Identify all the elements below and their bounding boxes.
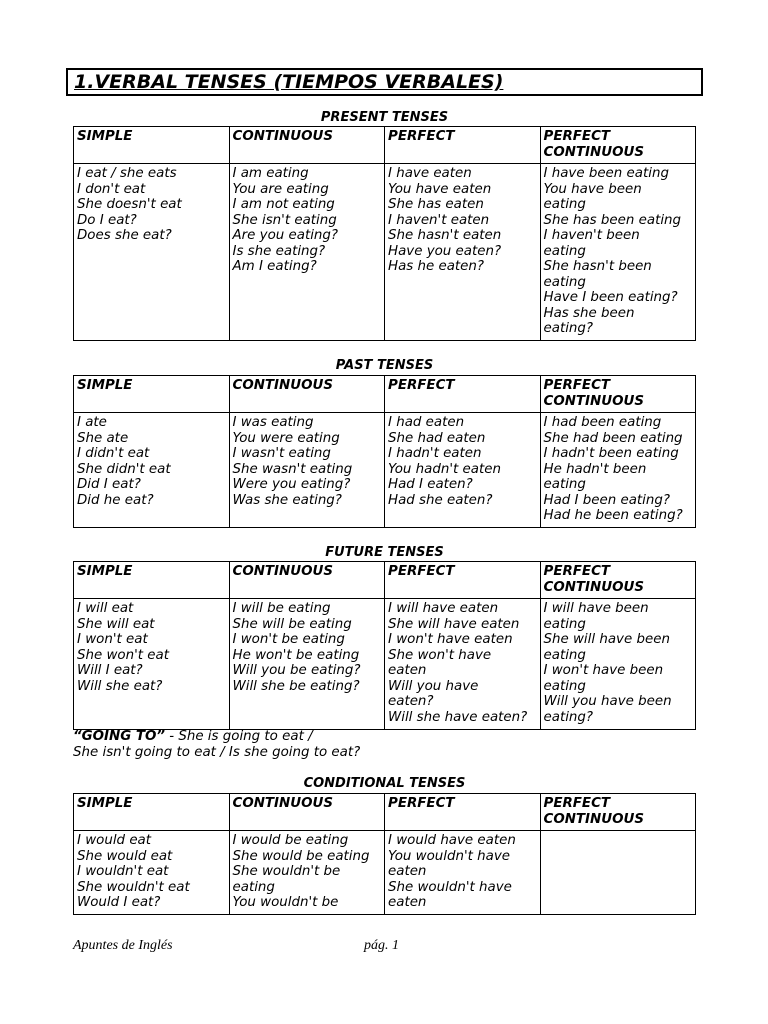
cell-perfect-continuous (540, 599, 696, 730)
past-tenses-table (73, 375, 696, 528)
tense-example-line: I will have eaten (388, 601, 499, 616)
tense-example-line: I won't have eaten (388, 632, 513, 647)
tense-example-line: Would I eat? (77, 895, 161, 910)
column-header-perfect: PERFECT (385, 376, 541, 413)
tense-example-line: Had I eaten? (388, 477, 473, 492)
tense-example-line: Had I been eating? (543, 492, 670, 508)
tense-example-line: I have been eating (543, 166, 669, 181)
tense-example-line: She wouldn't have (388, 879, 512, 895)
column-header-continuous: CONTINUOUS (229, 127, 385, 164)
tense-example-line: eating (232, 879, 275, 895)
future-tenses-heading: FUTURE TENSES (325, 545, 444, 560)
cell-continuous (229, 413, 385, 528)
tense-example-line: eaten (388, 864, 427, 879)
tense-example-line: She had eaten (388, 430, 486, 446)
tense-example-line: I didn't eat (77, 446, 150, 461)
tense-example-line: Will you have been (543, 694, 672, 709)
tense-example-line: You hadn't eaten (388, 461, 501, 477)
tense-example-line: I had eaten (388, 415, 465, 430)
tense-example-line: She will have eaten (388, 616, 520, 632)
tense-example-line: Are you eating? (232, 228, 339, 243)
tense-example-line: I would be eating (232, 833, 349, 848)
tense-example-line: eating (543, 678, 586, 694)
tense-example-line: eating (543, 243, 586, 259)
tense-example-line: She will eat (77, 616, 155, 632)
tense-example-line: Do I eat? (77, 212, 137, 228)
tense-example-line: Will she eat? (77, 678, 163, 694)
tense-example-line: eaten (388, 663, 427, 678)
tense-example-line: Did I eat? (77, 477, 141, 492)
tense-example-line: You have eaten (388, 181, 492, 197)
tense-example-line: She will have been (543, 632, 670, 647)
column-header-continuous: CONTINUOUS (229, 794, 385, 831)
tense-example-line: She has been eating (543, 212, 682, 228)
tense-example-line: Will she have eaten? (388, 709, 528, 725)
column-header-simple: SIMPLE (74, 127, 230, 164)
tense-example-line: I would eat (77, 833, 152, 848)
tense-example-line: eating (543, 616, 586, 632)
column-header-perfect-continuous: PERFECT CONTINUOUS (540, 376, 696, 413)
column-header-continuous: CONTINUOUS (229, 562, 385, 599)
tense-example-line: She didn't eat (77, 461, 171, 477)
column-header-perfect: PERFECT (385, 127, 541, 164)
tense-example-line: Has he eaten? (388, 259, 485, 274)
tense-example-line: She wasn't eating (232, 461, 353, 477)
tense-example-line: Had he been eating? (543, 508, 683, 523)
tense-example-line: I am not eating (232, 197, 335, 212)
tense-example-line: She doesn't eat (77, 197, 182, 212)
tense-example-line: You are eating (232, 181, 329, 197)
page-title: 1.VERBAL TENSES (TIEMPOS VERBALES) (66, 68, 703, 96)
tense-example-line: I won't be eating (232, 632, 345, 647)
tense-example-line: Were you eating? (232, 477, 351, 492)
tense-example-line: I eat / she eats (77, 166, 177, 181)
column-header-simple: SIMPLE (74, 376, 230, 413)
tense-example-line: eating (543, 274, 586, 290)
column-header-continuous: CONTINUOUS (229, 376, 385, 413)
tense-example-line: He hadn't been (543, 461, 647, 477)
tense-example-line: I was eating (232, 415, 314, 430)
tense-example-line: She ate (77, 430, 129, 446)
tense-example-line: I will be eating (232, 601, 331, 616)
cell-continuous (229, 831, 385, 915)
tense-example-line: Have I been eating? (543, 290, 678, 305)
tense-example-line: You have been (543, 181, 642, 197)
tense-example-line: I ate (77, 415, 107, 430)
present-tenses-heading: PRESENT TENSES (320, 110, 449, 125)
cell-continuous (229, 599, 385, 730)
going-to-label: “GOING TO” (73, 729, 165, 744)
tense-example-line: She won't eat (77, 647, 169, 663)
cell-simple (74, 831, 230, 915)
cell-perfect-continuous (540, 413, 696, 528)
column-header-simple: SIMPLE (74, 794, 230, 831)
cell-perfect-continuous (540, 831, 696, 915)
tense-example-line: Is she eating? (232, 243, 326, 259)
tense-example-line: Did he eat? (77, 492, 154, 508)
tense-example-line: I don't eat (77, 181, 146, 197)
tense-example-line: eating (543, 477, 586, 492)
tense-example-line: I am eating (232, 166, 309, 181)
tense-example-line: She would eat (77, 848, 173, 864)
tense-example-line: She wouldn't eat (77, 879, 190, 895)
tense-example-line: I had been eating (543, 415, 662, 430)
tense-example-line: eating (543, 197, 586, 212)
tense-example-line: eating? (543, 321, 594, 336)
tense-example-line: I wouldn't eat (77, 864, 169, 879)
tense-example-line: eating? (543, 709, 594, 725)
tense-example-line: Will she be eating? (232, 678, 360, 694)
cell-perfect (385, 831, 541, 915)
tense-example-line: He won't be eating (232, 647, 360, 663)
cell-perfect (385, 413, 541, 528)
tense-example-line: Am I eating? (232, 259, 317, 274)
conditional-tenses-heading: CONDITIONAL TENSES (303, 776, 466, 791)
tense-example-line: You were eating (232, 430, 340, 446)
cell-simple (74, 413, 230, 528)
tense-example-line: I wasn't eating (232, 446, 331, 461)
tense-example-line: I would have eaten (388, 833, 516, 848)
tense-example-line: I haven't eaten (388, 212, 490, 228)
tense-example-line: Will I eat? (77, 663, 143, 678)
footer-left-text: Apuntes de Inglés (73, 938, 173, 953)
tense-example-line: I have eaten (388, 166, 472, 181)
column-header-perfect-continuous: PERFECT CONTINUOUS (540, 794, 696, 831)
tense-example-line: Has she been (543, 305, 635, 321)
tense-example-line: She wouldn't be (232, 864, 341, 879)
cell-simple (74, 599, 230, 730)
tense-example-line: I haven't been (543, 228, 640, 243)
tense-example-line: She won't have (388, 647, 492, 663)
tense-example-line: eating (543, 647, 586, 663)
tense-example-line: eaten (388, 895, 427, 910)
tense-example-line: She would be eating (232, 848, 370, 864)
tense-example-line: You wouldn't have (388, 848, 511, 864)
column-header-perfect-continuous: PERFECT CONTINUOUS (540, 127, 696, 164)
present-tenses-table (73, 126, 696, 341)
tense-example-line: She has eaten (388, 197, 484, 212)
tense-example-line: I hadn't been eating (543, 446, 679, 461)
tense-example-line: She hasn't been (543, 259, 652, 274)
footer-page-number: pág. 1 (364, 938, 399, 953)
tense-example-line: You wouldn't be (232, 895, 339, 910)
tense-example-line: She had been eating (543, 430, 683, 446)
tense-example-line: I will eat (77, 601, 134, 616)
column-header-perfect: PERFECT (385, 794, 541, 831)
tense-example-line: She isn't eating (232, 212, 337, 228)
tense-example-line: I won't have been (543, 663, 664, 678)
conditional-tenses-table (73, 793, 696, 915)
cell-perfect (385, 164, 541, 341)
tense-example-line: She hasn't eaten (388, 228, 502, 243)
cell-simple (74, 164, 230, 341)
tense-example-line: Was she eating? (232, 492, 342, 508)
tense-example-line: She will be eating (232, 616, 352, 632)
going-to-note (73, 729, 696, 760)
tense-example-line: I hadn't eaten (388, 446, 482, 461)
column-header-perfect: PERFECT (385, 562, 541, 599)
tense-example-line: Had she eaten? (388, 492, 493, 508)
future-tenses-table (73, 561, 696, 730)
column-header-perfect-continuous: PERFECT CONTINUOUS (540, 562, 696, 599)
tense-example-line: Does she eat? (77, 228, 172, 243)
tense-example-line: Will you be eating? (232, 663, 361, 678)
tense-example-line: Have you eaten? (388, 243, 502, 259)
cell-perfect-continuous (540, 164, 696, 341)
column-header-simple: SIMPLE (74, 562, 230, 599)
tense-example-line: Will you have (388, 678, 479, 694)
going-to-line-1: - She is going to eat / (164, 729, 313, 744)
tense-example-line: I will have been (543, 601, 649, 616)
cell-continuous (229, 164, 385, 341)
going-to-line-2: She isn't going to eat / Is she going to eat? (73, 744, 361, 760)
tense-example-line: I won't eat (77, 632, 148, 647)
cell-perfect (385, 599, 541, 730)
tense-example-line: eaten? (388, 694, 434, 709)
past-tenses-heading: PAST TENSES (335, 358, 434, 373)
